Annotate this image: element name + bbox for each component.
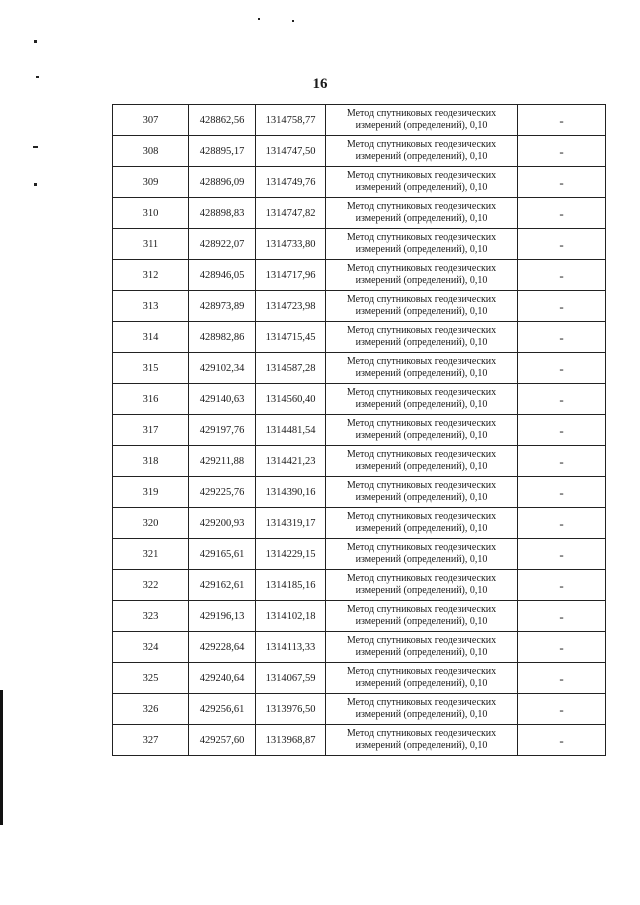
point-number-cell: 314 — [113, 322, 189, 353]
method-line-1: Метод спутниковых геодезических — [346, 418, 497, 429]
note-cell: - — [518, 601, 606, 632]
method-cell — [326, 601, 518, 632]
point-number-cell: 326 — [113, 694, 189, 725]
method-line-2: измерений (определений), 0,10 — [355, 709, 488, 720]
method-line-1: Метод спутниковых геодезических — [346, 201, 497, 212]
x-coordinate-cell: 429165,61 — [189, 539, 256, 570]
x-coordinate-cell: 429257,60 — [189, 725, 256, 756]
note-cell: - — [518, 415, 606, 446]
method-line-2: измерений (определений), 0,10 — [355, 182, 488, 193]
point-number-cell: 323 — [113, 601, 189, 632]
method-line-2: измерений (определений), 0,10 — [355, 368, 488, 379]
note-cell: - — [518, 322, 606, 353]
point-number-cell: 321 — [113, 539, 189, 570]
method-line-2: измерений (определений), 0,10 — [355, 306, 488, 317]
scan-speck — [34, 40, 37, 43]
method-line-1: Метод спутниковых геодезических — [346, 635, 497, 646]
x-coordinate-cell: 429196,13 — [189, 601, 256, 632]
method-line-1: Метод спутниковых геодезических — [346, 604, 497, 615]
method-line-2: измерений (определений), 0,10 — [355, 523, 488, 534]
point-number-cell: 315 — [113, 353, 189, 384]
table-row — [113, 508, 606, 539]
method-cell — [326, 198, 518, 229]
method-cell — [326, 384, 518, 415]
y-coordinate-cell: 1314723,98 — [256, 291, 326, 322]
method-cell — [326, 725, 518, 756]
note-cell: - — [518, 663, 606, 694]
method-line-1: Метод спутниковых геодезических — [346, 480, 497, 491]
method-line-2: измерений (определений), 0,10 — [355, 647, 488, 658]
y-coordinate-cell: 1314390,16 — [256, 477, 326, 508]
point-number-cell: 320 — [113, 508, 189, 539]
x-coordinate-cell: 428982,86 — [189, 322, 256, 353]
note-cell: - — [518, 477, 606, 508]
method-cell — [326, 167, 518, 198]
method-line-1: Метод спутниковых геодезических — [346, 573, 497, 584]
note-cell: - — [518, 384, 606, 415]
note-cell: - — [518, 198, 606, 229]
y-coordinate-cell: 1314102,18 — [256, 601, 326, 632]
point-number-cell: 307 — [113, 105, 189, 136]
coordinates-table — [112, 104, 606, 756]
point-number-cell: 309 — [113, 167, 189, 198]
point-number-cell: 312 — [113, 260, 189, 291]
y-coordinate-cell: 1314747,50 — [256, 136, 326, 167]
method-line-2: измерений (определений), 0,10 — [355, 151, 488, 162]
method-line-1: Метод спутниковых геодезических — [346, 232, 497, 243]
x-coordinate-cell: 428973,89 — [189, 291, 256, 322]
x-coordinate-cell: 429140,63 — [189, 384, 256, 415]
method-line-2: измерений (определений), 0,10 — [355, 461, 488, 472]
method-line-1: Метод спутниковых геодезических — [346, 263, 497, 274]
method-line-2: измерений (определений), 0,10 — [355, 554, 488, 565]
x-coordinate-cell: 428946,05 — [189, 260, 256, 291]
method-line-2: измерений (определений), 0,10 — [355, 430, 488, 441]
table-body — [113, 105, 606, 756]
y-coordinate-cell: 1314421,23 — [256, 446, 326, 477]
x-coordinate-cell: 428922,07 — [189, 229, 256, 260]
method-cell — [326, 632, 518, 663]
x-coordinate-cell: 429197,76 — [189, 415, 256, 446]
method-cell — [326, 105, 518, 136]
point-number-cell: 319 — [113, 477, 189, 508]
note-cell: - — [518, 105, 606, 136]
table-row — [113, 167, 606, 198]
y-coordinate-cell: 1314749,76 — [256, 167, 326, 198]
method-line-1: Метод спутниковых геодезических — [346, 511, 497, 522]
method-line-2: измерений (определений), 0,10 — [355, 213, 488, 224]
note-cell: - — [518, 539, 606, 570]
method-line-2: измерений (определений), 0,10 — [355, 337, 488, 348]
y-coordinate-cell: 1314587,28 — [256, 353, 326, 384]
point-number-cell: 313 — [113, 291, 189, 322]
note-cell: - — [518, 446, 606, 477]
y-coordinate-cell: 1314717,96 — [256, 260, 326, 291]
method-line-1: Метод спутниковых геодезических — [346, 666, 497, 677]
table-row — [113, 570, 606, 601]
method-cell — [326, 229, 518, 260]
x-coordinate-cell: 429228,64 — [189, 632, 256, 663]
table-row — [113, 198, 606, 229]
y-coordinate-cell: 1314747,82 — [256, 198, 326, 229]
x-coordinate-cell: 428895,17 — [189, 136, 256, 167]
method-line-1: Метод спутниковых геодезических — [346, 108, 497, 119]
y-coordinate-cell: 1314733,80 — [256, 229, 326, 260]
method-line-1: Метод спутниковых геодезических — [346, 294, 497, 305]
y-coordinate-cell: 1314185,16 — [256, 570, 326, 601]
method-cell — [326, 663, 518, 694]
method-line-1: Метод спутниковых геодезических — [346, 139, 497, 150]
x-coordinate-cell: 428898,83 — [189, 198, 256, 229]
x-coordinate-cell: 428896,09 — [189, 167, 256, 198]
y-coordinate-cell: 1314715,45 — [256, 322, 326, 353]
method-line-2: измерений (определений), 0,10 — [355, 678, 488, 689]
method-cell — [326, 136, 518, 167]
method-line-2: измерений (определений), 0,10 — [355, 244, 488, 255]
y-coordinate-cell: 1314229,15 — [256, 539, 326, 570]
method-line-1: Метод спутниковых геодезических — [346, 387, 497, 398]
method-line-2: измерений (определений), 0,10 — [355, 585, 488, 596]
method-line-1: Метод спутниковых геодезических — [346, 356, 497, 367]
y-coordinate-cell: 1313968,87 — [256, 725, 326, 756]
table-row — [113, 601, 606, 632]
table-row — [113, 260, 606, 291]
page-number: 16 — [312, 76, 328, 92]
point-number-cell: 324 — [113, 632, 189, 663]
point-number-cell: 316 — [113, 384, 189, 415]
y-coordinate-cell: 1314319,17 — [256, 508, 326, 539]
note-cell: - — [518, 136, 606, 167]
table-row — [113, 384, 606, 415]
y-coordinate-cell: 1314113,33 — [256, 632, 326, 663]
note-cell: - — [518, 632, 606, 663]
x-coordinate-cell: 429102,34 — [189, 353, 256, 384]
method-cell — [326, 477, 518, 508]
x-coordinate-cell: 428862,56 — [189, 105, 256, 136]
point-number-cell: 311 — [113, 229, 189, 260]
method-line-1: Метод спутниковых геодезических — [346, 325, 497, 336]
table-row — [113, 539, 606, 570]
method-line-1: Метод спутниковых геодезических — [346, 697, 497, 708]
table-row — [113, 105, 606, 136]
x-coordinate-cell: 429200,93 — [189, 508, 256, 539]
method-line-2: измерений (определений), 0,10 — [355, 616, 488, 627]
table-row — [113, 291, 606, 322]
point-number-cell: 317 — [113, 415, 189, 446]
note-cell: - — [518, 694, 606, 725]
table-row — [113, 477, 606, 508]
y-coordinate-cell: 1314560,40 — [256, 384, 326, 415]
method-cell — [326, 415, 518, 446]
method-line-1: Метод спутниковых геодезических — [346, 170, 497, 181]
table-row — [113, 415, 606, 446]
table-row — [113, 632, 606, 663]
scan-speck — [292, 20, 294, 22]
x-coordinate-cell: 429211,88 — [189, 446, 256, 477]
point-number-cell: 318 — [113, 446, 189, 477]
note-cell: - — [518, 291, 606, 322]
method-cell — [326, 539, 518, 570]
method-line-2: измерений (определений), 0,10 — [355, 275, 488, 286]
note-cell: - — [518, 260, 606, 291]
scan-speck — [258, 18, 260, 20]
table-row — [113, 322, 606, 353]
y-coordinate-cell: 1314758,77 — [256, 105, 326, 136]
method-line-2: измерений (определений), 0,10 — [355, 740, 488, 751]
note-cell: - — [518, 508, 606, 539]
table-row — [113, 229, 606, 260]
table-row — [113, 136, 606, 167]
table-row — [113, 446, 606, 477]
point-number-cell: 310 — [113, 198, 189, 229]
scan-speck — [34, 183, 37, 186]
point-number-cell: 327 — [113, 725, 189, 756]
table-row — [113, 725, 606, 756]
note-cell: - — [518, 725, 606, 756]
table-row — [113, 353, 606, 384]
note-cell: - — [518, 353, 606, 384]
method-line-2: измерений (определений), 0,10 — [355, 492, 488, 503]
note-cell: - — [518, 167, 606, 198]
method-line-2: измерений (определений), 0,10 — [355, 399, 488, 410]
point-number-cell: 325 — [113, 663, 189, 694]
method-cell — [326, 508, 518, 539]
x-coordinate-cell: 429225,76 — [189, 477, 256, 508]
scan-speck — [33, 146, 38, 148]
note-cell: - — [518, 229, 606, 260]
method-line-1: Метод спутниковых геодезических — [346, 728, 497, 739]
x-coordinate-cell: 429240,64 — [189, 663, 256, 694]
method-cell — [326, 322, 518, 353]
method-line-1: Метод спутниковых геодезических — [346, 449, 497, 460]
note-cell: - — [518, 570, 606, 601]
table-row — [113, 694, 606, 725]
binding-edge — [0, 690, 3, 825]
table-row — [113, 663, 606, 694]
method-cell — [326, 446, 518, 477]
method-line-1: Метод спутниковых геодезических — [346, 542, 497, 553]
method-line-2: измерений (определений), 0,10 — [355, 120, 488, 131]
y-coordinate-cell: 1314067,59 — [256, 663, 326, 694]
method-cell — [326, 260, 518, 291]
method-cell — [326, 694, 518, 725]
point-number-cell: 322 — [113, 570, 189, 601]
y-coordinate-cell: 1314481,54 — [256, 415, 326, 446]
y-coordinate-cell: 1313976,50 — [256, 694, 326, 725]
x-coordinate-cell: 429256,61 — [189, 694, 256, 725]
method-cell — [326, 570, 518, 601]
method-cell — [326, 353, 518, 384]
x-coordinate-cell: 429162,61 — [189, 570, 256, 601]
method-cell — [326, 291, 518, 322]
point-number-cell: 308 — [113, 136, 189, 167]
